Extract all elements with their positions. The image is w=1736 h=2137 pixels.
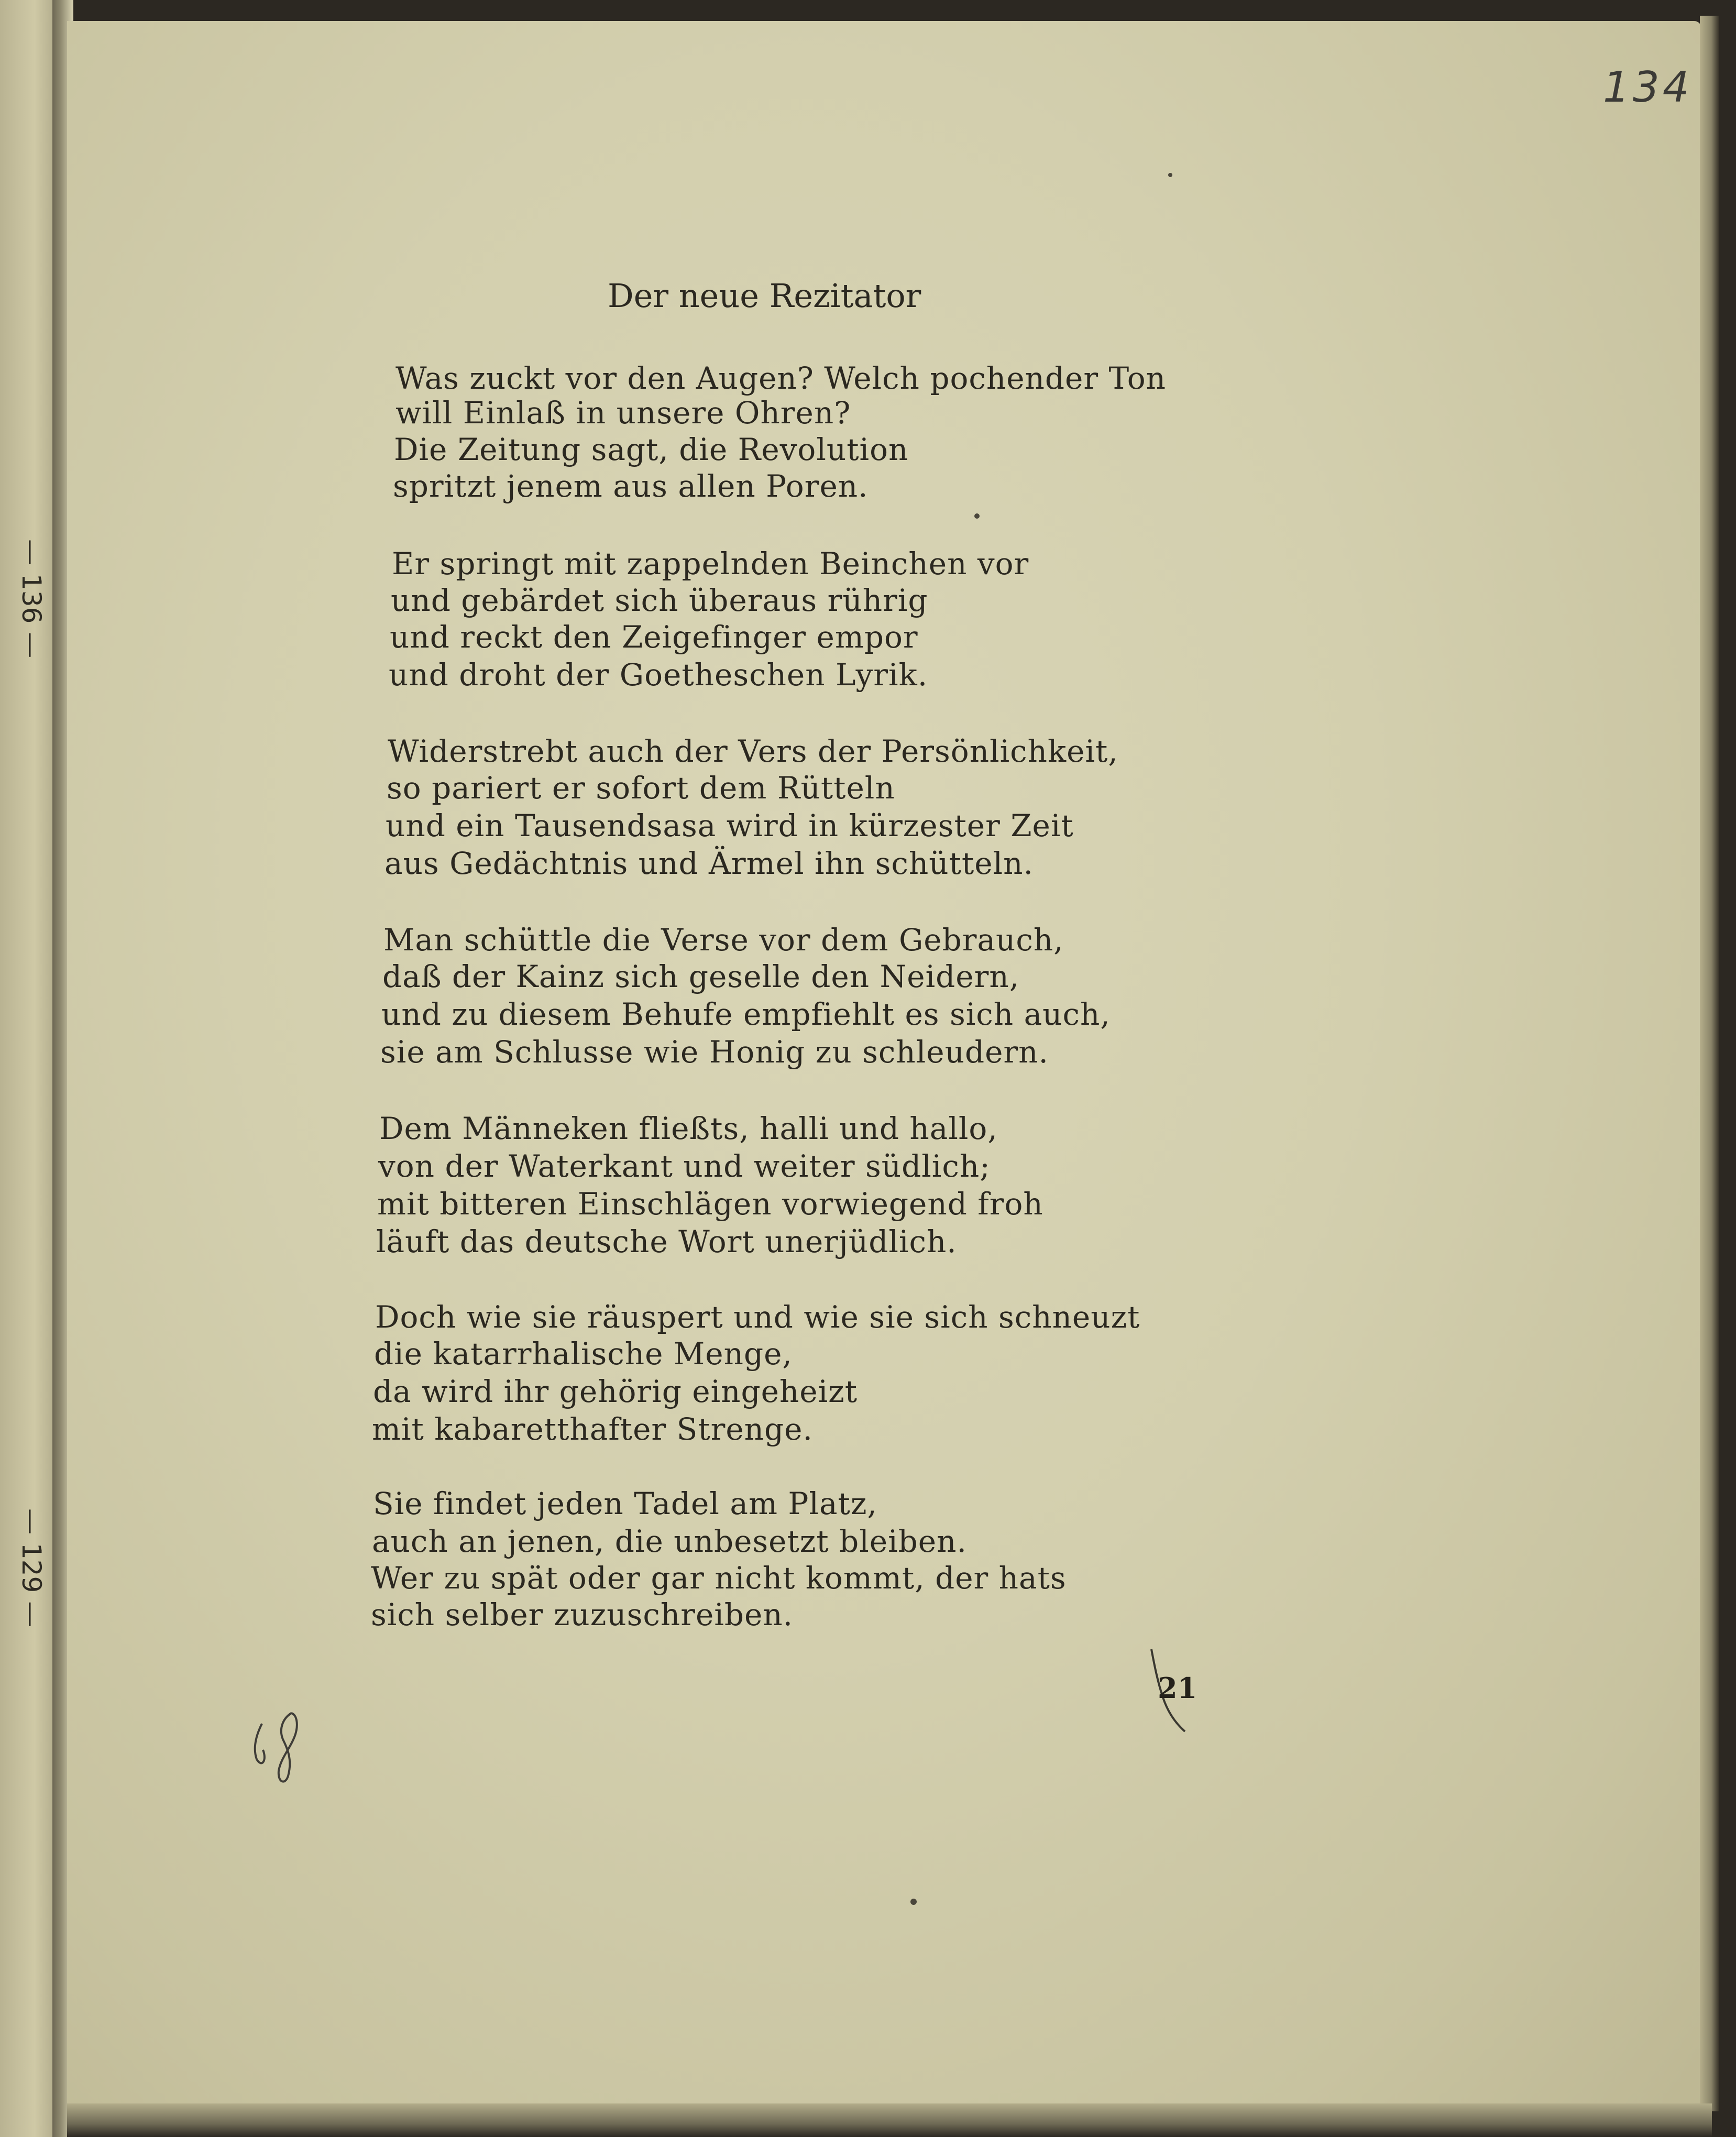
verse-line: Sie findet jeden Tadel am Platz, bbox=[373, 1486, 877, 1521]
page-edge-bottom bbox=[67, 2103, 1712, 2137]
verse-line: daß der Kainz sich geselle den Neidern, bbox=[382, 959, 1020, 994]
handwritten-folio-number: 134 bbox=[1603, 63, 1693, 112]
paper-speck bbox=[910, 1899, 917, 1905]
verse-line: so pariert er sofort dem Rütteln bbox=[387, 770, 895, 806]
verse-line: und gebärdet sich überaus rührig bbox=[391, 583, 928, 618]
verse-line: Man schüttle die Verse vor dem Gebrauch, bbox=[383, 922, 1064, 958]
verse-line: Dem Männeken fließts, halli und hallo, bbox=[379, 1111, 998, 1146]
verse-line: und reckt den Zeigefinger empor bbox=[390, 619, 918, 655]
verse-line: sich selber zuzuschreiben. bbox=[371, 1597, 794, 1632]
side-page-number-129: — 129 — bbox=[16, 1508, 47, 1628]
verse-line: Widerstrebt auch der Vers der Persönlichkeit, bbox=[388, 733, 1118, 769]
paper-speck bbox=[974, 513, 980, 519]
poem-title: Der neue Rezitator bbox=[608, 277, 921, 315]
verse-line: Die Zeitung sagt, die Revolution bbox=[394, 432, 909, 467]
verse-line: und zu diesem Behufe empfiehlt es sich auch, bbox=[381, 996, 1111, 1032]
verse-line: aus Gedächtnis und Ärmel ihn schütteln. bbox=[384, 846, 1034, 881]
verse-line: spritzt jenem aus allen Poren. bbox=[393, 468, 869, 504]
verse-line: von der Waterkant und weiter südlich; bbox=[378, 1148, 991, 1184]
verse-line: Doch wie sie räuspert und wie sie sich schneuzt bbox=[375, 1299, 1140, 1335]
verse-line: mit kabaretthafter Strenge. bbox=[372, 1411, 813, 1447]
verse-line: läuft das deutsche Wort unerjüdlich. bbox=[376, 1224, 957, 1259]
page-edge-right bbox=[1700, 16, 1719, 2111]
verse-line: und ein Tausendsasa wird in kürzester Zeit bbox=[386, 808, 1074, 843]
verse-line: mit bitteren Einschlägen vorwiegend froh bbox=[377, 1186, 1043, 1222]
verse-line: sie am Schlusse wie Honig zu schleudern. bbox=[380, 1034, 1049, 1070]
verse-line: Was zuckt vor den Augen? Welch pochender Ton bbox=[395, 360, 1166, 396]
verse-line: da wird ihr gehörig eingeheizt bbox=[373, 1374, 858, 1409]
side-page-number-136: — 136 — bbox=[16, 539, 47, 659]
verse-line: Er springt mit zappelnden Beinchen vor bbox=[392, 546, 1029, 582]
page-number: 21 bbox=[1158, 1671, 1197, 1705]
verse-line: will Einlaß in unsere Ohren? bbox=[395, 395, 851, 431]
verse-line: Wer zu spät oder gar nicht kommt, der hats bbox=[371, 1560, 1067, 1596]
verse-line: die katarrhalische Menge, bbox=[374, 1336, 793, 1372]
handwritten-note-58 bbox=[241, 1697, 314, 1792]
verse-line: auch an jenen, die unbesetzt bleiben. bbox=[372, 1524, 967, 1559]
paper-speck bbox=[1168, 173, 1172, 177]
verse-line: und droht der Goetheschen Lyrik. bbox=[389, 657, 928, 693]
